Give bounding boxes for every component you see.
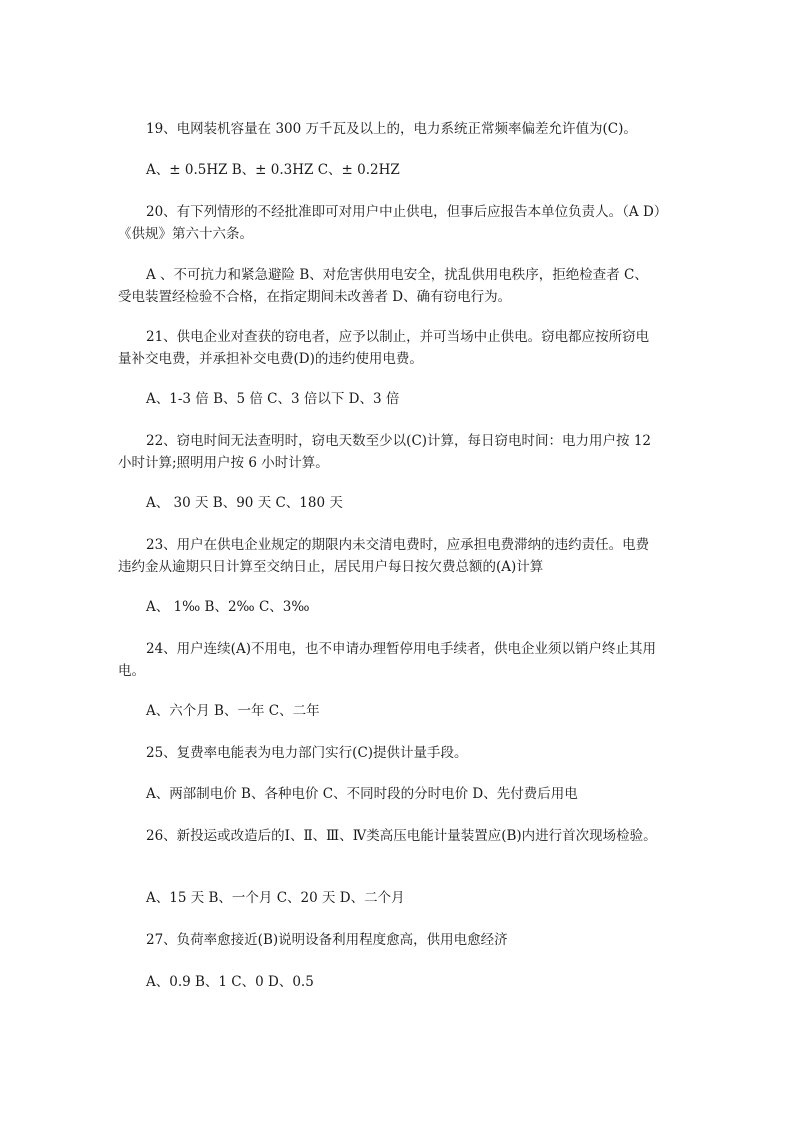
question-25 <box>118 742 688 764</box>
question-27 <box>118 929 688 951</box>
question-line: 23、用户在供电企业规定的期限内未交清电费时，应承担电费滞纳的违约责任。电费 <box>146 537 650 553</box>
question-19 <box>118 118 688 140</box>
question-line: 电。 <box>118 663 145 679</box>
question-line: 24、用户连续(A)不用电，也不申请办理暂停用电手续者，供电企业须以销户终止其用 <box>146 641 656 657</box>
question-26-options <box>118 887 688 909</box>
options-line: A、 1‰ B、2‰ C、3‰ <box>146 599 310 615</box>
options-line: A 、不可抗力和紧急避险 B、对危害供用电安全，扰乱供用电秩序，拒绝检查者 C、 <box>146 267 648 283</box>
question-19-options <box>118 159 688 181</box>
question-21-options <box>118 388 688 410</box>
question-22-options <box>118 492 688 514</box>
question-20 <box>118 201 688 245</box>
question-line: 20、有下列情形的不经批准即可对用户中止供电，但事后应报告本单位负责人。（A D） <box>146 204 668 220</box>
options-line: A、1-3 倍 B、5 倍 C、3 倍以下 D、3 倍 <box>146 391 400 407</box>
question-line: 21、供电企业对查获的窃电者，应予以制止，并可当场中止供电。窃电都应按所窃电 <box>146 329 650 345</box>
question-24-options <box>118 700 688 722</box>
question-line: 22、窃电时间无法查明时，窃电天数至少以(C)计算，每日窃电时间：电力用户按 12 <box>146 433 652 449</box>
question-21 <box>118 326 688 370</box>
options-line: A、0.9 B、1 C、0 D、0.5 <box>146 974 314 990</box>
question-line: 《供规》第六十六条。 <box>118 226 253 242</box>
question-22 <box>118 430 688 474</box>
question-line: 违约金从逾期只日计算至交纳日止，居民用户每日按欠费总额的(A)计算 <box>118 559 544 575</box>
question-line: 量补交电费，并承担补交电费(D)的违约使用电费。 <box>118 351 423 367</box>
question-23 <box>118 534 688 578</box>
options-line: A、 30 天 B、90 天 C、180 天 <box>146 495 343 511</box>
question-line: 25、复费率电能表为电力部门实行(C)提供计量手段。 <box>146 745 468 761</box>
options-line: A、± 0.5HZ B、± 0.3HZ C、± 0.2HZ <box>146 162 400 178</box>
question-25-options <box>118 783 688 805</box>
question-20-options <box>118 264 688 308</box>
question-line: 26、新投运或改造后的Ⅰ、Ⅱ、Ⅲ、Ⅳ类高压电能计量装置应(B)内进行首次现场检验。 <box>146 828 657 844</box>
question-23-options <box>118 596 688 618</box>
question-24 <box>118 638 688 682</box>
question-26 <box>118 825 688 847</box>
question-line: 19、电网装机容量在 300 万千瓦及以上的，电力系统正常频率偏差允许值为(C)。 <box>146 121 637 137</box>
question-line: 27、负荷率愈接近(B)说明设备利用程度愈高，供用电愈经济 <box>146 932 508 948</box>
options-line: 受电装置经检验不合格，在指定期间未改善者 D、确有窃电行为。 <box>118 289 512 305</box>
options-line: A、六个月 B、一年 C、二年 <box>146 703 320 719</box>
options-line: A、15 天 B、一个月 C、20 天 D、二个月 <box>146 890 405 906</box>
options-line: A、两部制电价 B、各种电价 C、不同时段的分时电价 D、先付费后用电 <box>146 786 578 802</box>
question-27-options <box>118 971 688 993</box>
question-line: 小时计算;照明用户按 6 小时计算。 <box>118 455 329 471</box>
